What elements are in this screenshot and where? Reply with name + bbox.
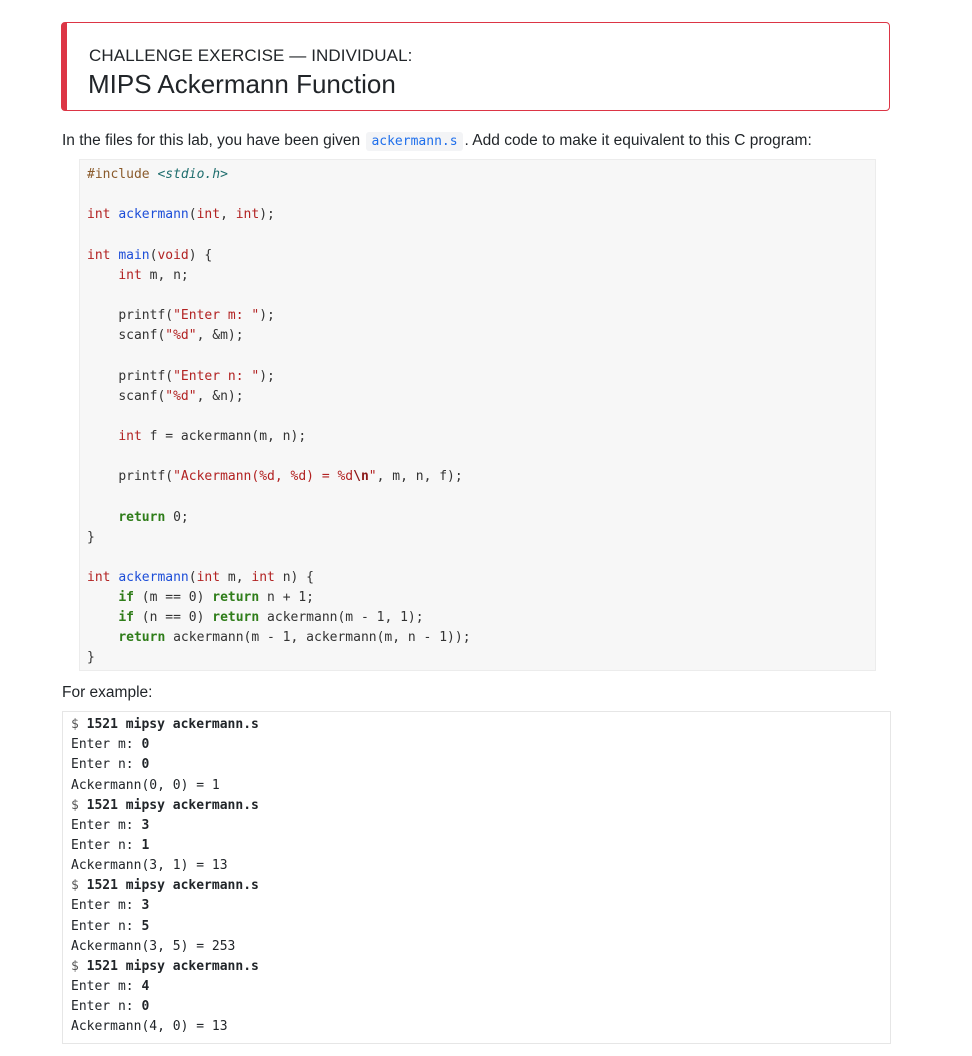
file-name-code: ackermann.s: [366, 132, 462, 151]
intro-paragraph: [62, 131, 812, 152]
terminal-line: [71, 735, 149, 755]
code-token: }: [87, 650, 95, 665]
terminal-line: [71, 755, 149, 775]
terminal-input: 0: [141, 999, 150, 1014]
code-line-scanf-n: [87, 387, 244, 407]
intro-text-after: . Add code to make it equivalent to this C program:: [464, 132, 812, 149]
code-token: printf(: [118, 308, 174, 323]
code-line-include: [87, 165, 228, 185]
code-line-printf-result: [87, 467, 463, 487]
example-label: For example:: [62, 684, 153, 701]
terminal-input: 0: [141, 737, 150, 752]
terminal-command-line: [71, 715, 259, 735]
terminal-command-line: [71, 957, 259, 977]
code-token: if: [118, 610, 134, 625]
code-token: \n: [353, 469, 369, 484]
code-token: int: [251, 570, 275, 585]
code-line-decl: [87, 266, 189, 286]
terminal-input: 0: [141, 757, 150, 772]
code-token: int: [87, 207, 111, 222]
code-token: n + 1;: [259, 590, 315, 605]
code-token: ackermann: [118, 207, 189, 222]
terminal-command: 1521 mipsy ackermann.s: [86, 959, 259, 974]
code-token: int: [196, 207, 221, 222]
code-token: scanf(: [118, 389, 166, 404]
code-line-scanf-m: [87, 326, 244, 346]
code-token: n) {: [274, 570, 315, 585]
code-token: );: [259, 369, 275, 384]
code-token: ackermann: [118, 570, 189, 585]
terminal-prompt-text: Enter m:: [71, 898, 142, 913]
code-token: int: [87, 570, 111, 585]
terminal-prompt-text: Enter m:: [71, 737, 142, 752]
code-token: <stdio.h>: [157, 167, 228, 182]
code-token: int: [118, 429, 142, 444]
code-token: , &m);: [196, 328, 244, 343]
code-token: ) {: [188, 248, 213, 263]
terminal-line: [71, 997, 149, 1017]
terminal-prompt-text: Enter m:: [71, 818, 142, 833]
code-token: ackermann(m - 1, ackermann(m, n - 1));: [165, 630, 471, 645]
code-token: (n == 0): [133, 610, 213, 625]
terminal-output: [62, 711, 891, 1044]
exercise-header: [61, 22, 890, 111]
code-token: int: [235, 207, 260, 222]
terminal-prompt-text: Enter n:: [71, 919, 142, 934]
code-token: (: [188, 570, 197, 585]
terminal-command: 1521 mipsy ackermann.s: [86, 878, 259, 893]
terminal-result: Ackermann(0, 0) = 1: [71, 778, 220, 793]
code-token: printf(: [118, 469, 174, 484]
code-token: #include: [87, 167, 150, 182]
code-line-main-signature: int main(void) {: [87, 248, 213, 263]
code-token: int: [118, 268, 142, 283]
terminal-command: 1521 mipsy ackermann.s: [86, 798, 259, 813]
code-line-prototype: int ackermann(int, int);: [87, 207, 275, 222]
terminal-line: [71, 896, 149, 916]
terminal-command: 1521 mipsy ackermann.s: [86, 717, 259, 732]
code-token: "Ackermann(%d, %d) = %d: [173, 469, 354, 484]
terminal-input: 3: [141, 898, 150, 913]
prompt-symbol: $: [71, 959, 87, 974]
code-token: return: [118, 510, 166, 525]
code-line-printf-m: [87, 306, 275, 326]
code-line-ackermann-close: [87, 648, 95, 668]
terminal-input: 4: [141, 979, 150, 994]
terminal-command-line: [71, 876, 259, 896]
prompt-symbol: $: [71, 878, 87, 893]
code-token: (m == 0): [133, 590, 213, 605]
terminal-line: [71, 977, 149, 997]
code-token: return: [118, 630, 166, 645]
code-token: main: [118, 248, 150, 263]
code-token: m,: [220, 570, 252, 585]
code-token: int: [87, 248, 111, 263]
terminal-result: Ackermann(4, 0) = 13: [71, 1019, 228, 1034]
code-token: printf(: [118, 369, 174, 384]
code-line-return-recursive: [87, 628, 471, 648]
code-line-if-n: [87, 608, 424, 628]
terminal-line: [71, 917, 149, 937]
exercise-title: MIPS Ackermann Function: [88, 69, 396, 99]
code-token: );: [259, 308, 275, 323]
terminal-result: Ackermann(3, 1) = 13: [71, 858, 228, 873]
code-token: "Enter m: ": [173, 308, 260, 323]
prompt-symbol: $: [71, 717, 87, 732]
code-line-if-m: [87, 588, 314, 608]
code-token: if: [118, 590, 134, 605]
terminal-line: [71, 816, 149, 836]
terminal-prompt-text: Enter n:: [71, 999, 142, 1014]
code-line-return-zero: [87, 508, 189, 528]
terminal-prompt-text: Enter m:: [71, 979, 142, 994]
terminal-command-line: [71, 796, 259, 816]
terminal-prompt-text: Enter n:: [71, 838, 142, 853]
code-token: int: [196, 570, 221, 585]
terminal-line: [71, 836, 149, 856]
terminal-input: 3: [141, 818, 150, 833]
terminal-prompt-text: Enter n:: [71, 757, 142, 772]
exercise-kicker: CHALLENGE EXERCISE — INDIVIDUAL:: [89, 46, 413, 65]
code-line-call-ackermann: [87, 427, 306, 447]
code-token: scanf(: [118, 328, 166, 343]
code-line-printf-n: [87, 367, 275, 387]
intro-text-before: In the files for this lab, you have been given: [62, 132, 365, 149]
code-token: , &n);: [196, 389, 244, 404]
code-token: "%d": [165, 389, 197, 404]
code-line-main-close: [87, 528, 95, 548]
code-token: return: [212, 590, 260, 605]
c-code-block: [79, 159, 876, 671]
code-token: m, n;: [141, 268, 189, 283]
code-token: ": [368, 469, 377, 484]
code-token: , m, n, f);: [376, 469, 463, 484]
code-token: "%d": [165, 328, 197, 343]
terminal-result: Ackermann(3, 5) = 253: [71, 939, 236, 954]
code-token: ackermann(m - 1, 1);: [259, 610, 424, 625]
code-token: }: [87, 530, 95, 545]
code-token: "Enter n: ": [173, 369, 260, 384]
code-token: return: [212, 610, 260, 625]
code-token: 0;: [165, 510, 189, 525]
terminal-input: 1: [141, 838, 150, 853]
terminal-input: 5: [141, 919, 150, 934]
prompt-symbol: $: [71, 798, 87, 813]
code-token: f = ackermann(m, n);: [141, 429, 307, 444]
code-line-ackermann-signature: [87, 568, 314, 588]
code-token: void: [157, 248, 189, 263]
